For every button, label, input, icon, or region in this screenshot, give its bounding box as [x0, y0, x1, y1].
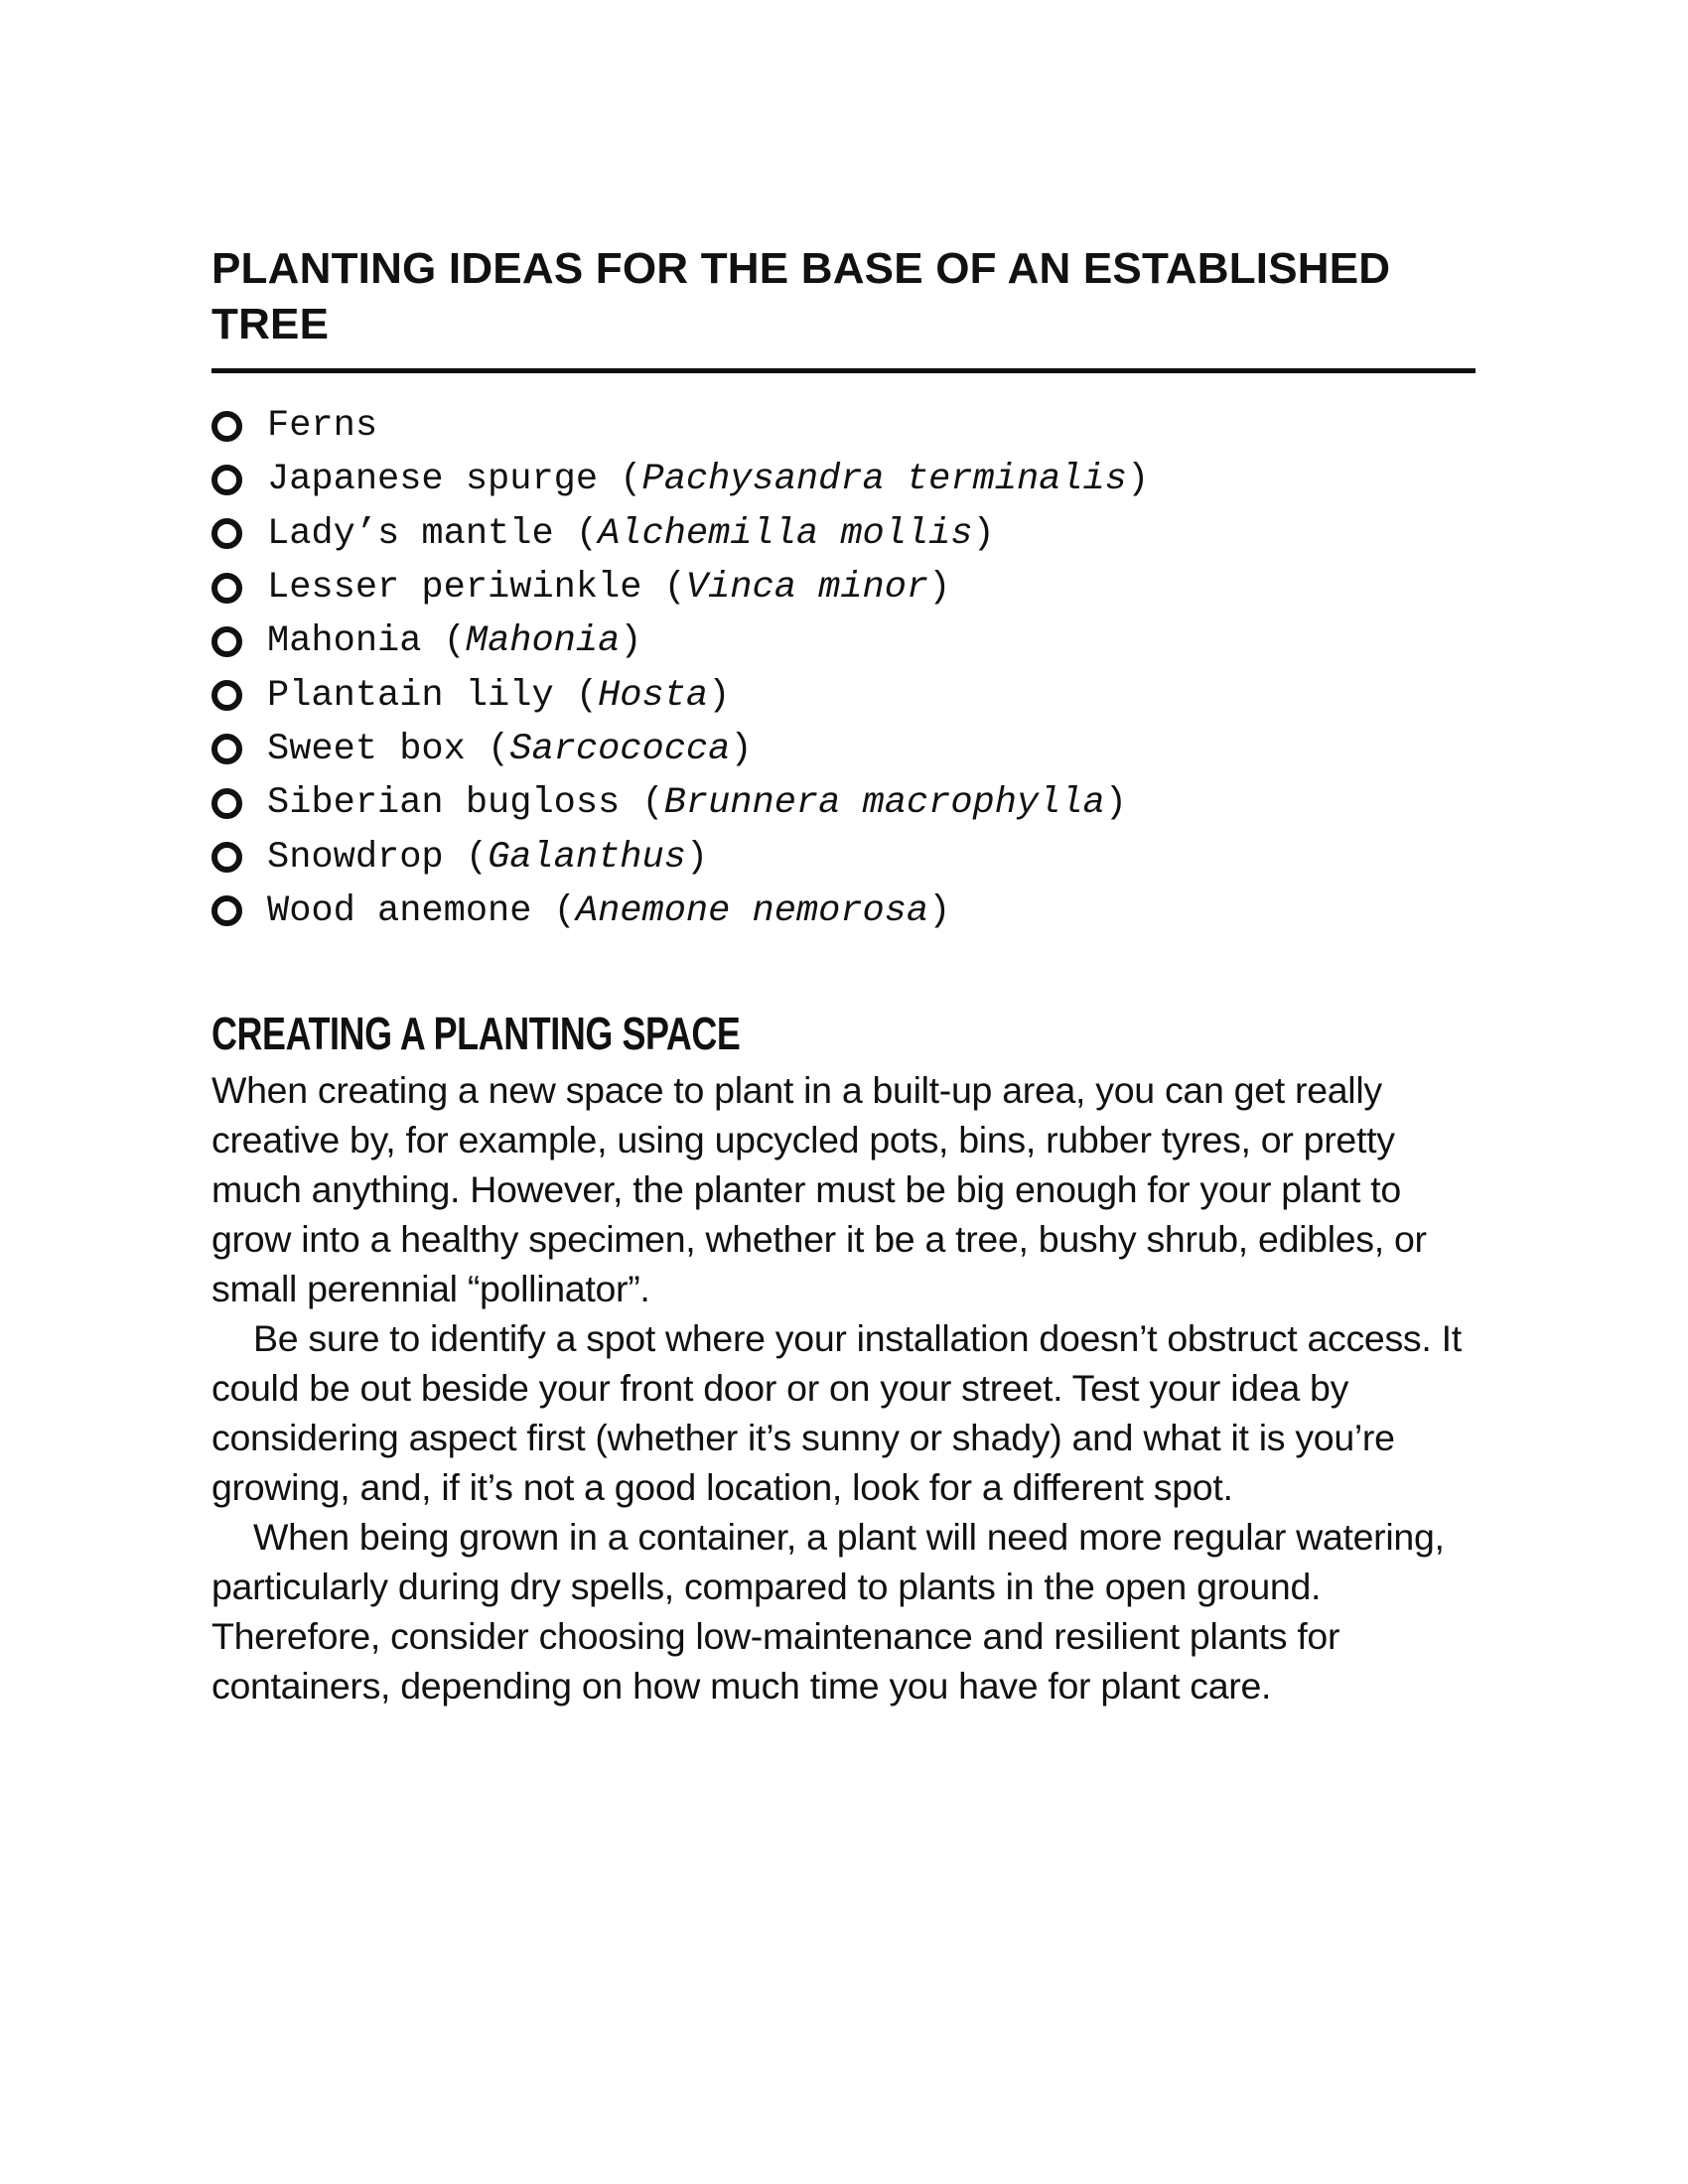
circle-bullet-icon: [211, 734, 242, 764]
circle-bullet-icon: [211, 518, 242, 549]
list-item: Lady’s mantle ( Alchemilla mollis ): [211, 507, 1476, 561]
plant-common-name: Siberian bugloss: [267, 782, 621, 825]
list-item: Snowdrop ( Galanthus ): [211, 830, 1476, 884]
list-item: Lesser periwinkle ( Vinca minor ): [211, 561, 1476, 614]
list-item: [211, 399, 1476, 453]
list-item: Japanese spurge ( Pachysandra terminalis ): [211, 453, 1476, 506]
page-content: [211, 241, 1476, 1710]
plant-common-name: Lesser periwinkle: [267, 567, 642, 610]
circle-bullet-icon: [211, 680, 242, 711]
plant-common-name: Mahonia: [267, 620, 422, 663]
plant-latin-name: Anemone nemorosa: [575, 889, 929, 932]
plant-latin-name: Brunnera macrophylla: [663, 782, 1105, 825]
list-item: Sweet box ( Sarcococca ): [211, 723, 1476, 776]
plant-common-name: Sweet box: [267, 728, 466, 770]
plant-latin-name: Alchemilla mollis: [598, 512, 973, 555]
plant-common-name: Snowdrop: [267, 836, 444, 879]
plant-common-name: Japanese spurge: [267, 459, 599, 501]
circle-bullet-icon: [211, 788, 242, 819]
body-paragraph: When being grown in a container, a plant will need more regular watering, particularly during dry spells, compared to plants in the open ground. Therefore, consider choosing low-maintenance and resilient plants for containers, depending on how much time you have for plant care.: [211, 1515, 1445, 1706]
list-item: Mahonia ( Mahonia ): [211, 614, 1476, 668]
plant-latin-name: Pachysandra terminalis: [641, 459, 1127, 501]
plant-common-name: Plantain lily: [267, 674, 554, 717]
section-heading: CREATING A PLANTING SPACE: [211, 1007, 741, 1059]
plant-common-name: Lady’s mantle: [267, 512, 554, 555]
circle-bullet-icon: [211, 626, 242, 657]
plant-list: [211, 399, 1476, 938]
plant-common-name: Wood anemone: [267, 889, 532, 932]
box-heading: PLANTING IDEAS FOR THE BASE OF AN ESTABLISHED TREE: [211, 244, 1391, 348]
plant-latin-name: Hosta: [598, 674, 709, 717]
circle-bullet-icon: [211, 465, 242, 495]
plant-latin-name: Mahonia: [465, 620, 621, 663]
circle-bullet-icon: [211, 573, 242, 604]
plant-latin-name: Vinca minor: [685, 567, 929, 610]
heading-rule: [211, 368, 1476, 373]
list-item: Siberian bugloss ( Brunnera macrophylla ): [211, 776, 1476, 830]
circle-bullet-icon: [211, 842, 242, 873]
list-item: Plantain lily ( Hosta ): [211, 668, 1476, 722]
body-paragraph: When creating a new space to plant in a built-up area, you can get really creative by, for example, using upcycled pots, bins, rubber tyres, or pretty much anything. However, the planter must be big enough for your plant to grow into a healthy specimen, whether it be a tree, bushy shrub, edibles, or small perennial “pollinator”.: [211, 1068, 1427, 1309]
list-item: Wood anemone ( Anemone nemorosa ): [211, 885, 1476, 938]
circle-bullet-icon: [211, 411, 242, 442]
body-paragraph: Be sure to identify a spot where your installation doesn’t obstruct access. It could be out beside your front door or on your street. Test your idea by considering aspect first (whether it’s sunny or shady) and what it is you’re growing, and, if it’s not a good location, look for a different spot.: [211, 1316, 1462, 1508]
plant-latin-name: Sarcococca: [509, 728, 731, 770]
plant-common-name: Ferns: [267, 405, 378, 448]
circle-bullet-icon: [211, 895, 242, 926]
plant-latin-name: Galanthus: [488, 836, 686, 879]
